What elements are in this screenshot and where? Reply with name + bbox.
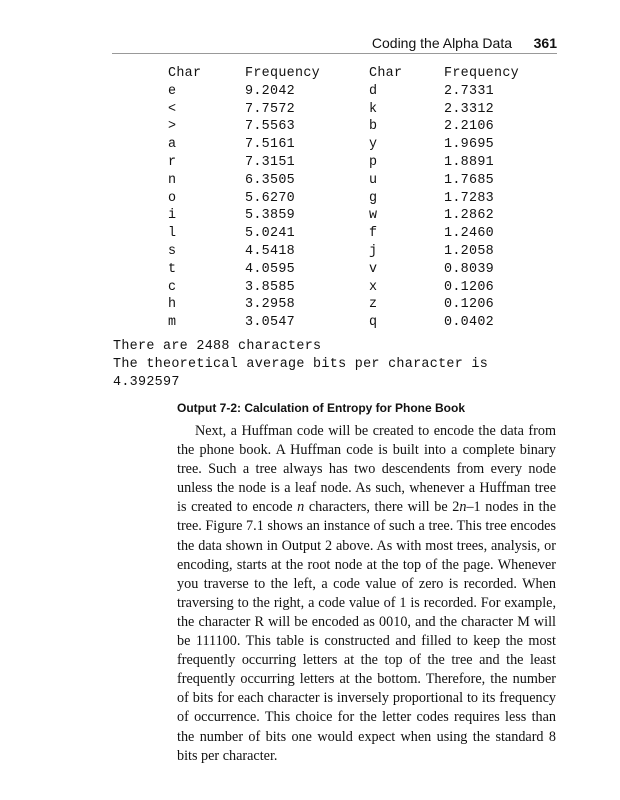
output-line: There are 2488 characters (113, 339, 322, 354)
char-cell: q (369, 315, 378, 331)
char-cell: u (369, 172, 378, 188)
running-header (112, 33, 557, 54)
char-cell: o (168, 190, 177, 206)
frequency-cell: 1.7685 (444, 172, 495, 188)
output-line: 4.392597 (113, 375, 180, 390)
char-cell: k (369, 101, 378, 117)
frequency-cell: 7.7572 (245, 101, 296, 117)
frequency-cell: 3.2958 (245, 297, 296, 313)
table-body (168, 83, 519, 332)
char-cell: p (369, 154, 378, 170)
frequency-cell: 1.2058 (444, 243, 495, 259)
char-cell: n (168, 172, 177, 188)
table-row (168, 261, 519, 279)
char-cell: r (168, 154, 177, 170)
char-cell: < (168, 101, 177, 117)
char-cell: f (369, 226, 378, 242)
char-cell: d (369, 83, 378, 99)
frequency-cell: 7.5563 (245, 119, 296, 135)
header-title: Coding the Alpha Data (371, 35, 512, 51)
frequency-cell: 3.0547 (245, 315, 296, 331)
frequency-cell: 1.2862 (444, 208, 495, 224)
frequency-cell: 1.7283 (444, 190, 495, 206)
frequency-cell: 1.9695 (444, 137, 495, 153)
table-row (168, 101, 519, 119)
frequency-cell: 0.0402 (444, 315, 495, 331)
table-row (168, 172, 519, 190)
column-header-frequency: Frequency (245, 66, 321, 81)
char-cell: h (168, 297, 177, 313)
frequency-table (168, 65, 519, 332)
frequency-cell: 9.2042 (245, 83, 296, 99)
column-header-frequency: Frequency (444, 66, 520, 81)
char-cell: w (369, 208, 378, 224)
char-cell: t (168, 261, 177, 277)
table-row (168, 314, 519, 332)
math-variable-n: n (459, 499, 467, 516)
output-caption: Output 7-2: Calculation of Entropy for Phone Book (177, 401, 465, 415)
table-row (168, 154, 519, 172)
table-row (168, 279, 519, 297)
table-row (168, 243, 519, 261)
frequency-cell: 1.8891 (444, 154, 495, 170)
char-cell: i (168, 208, 177, 224)
char-cell: l (168, 226, 177, 242)
char-cell: x (369, 279, 378, 295)
math-variable-n: n (297, 499, 305, 516)
table-row (168, 190, 519, 208)
frequency-cell: 4.5418 (245, 243, 296, 259)
char-cell: j (369, 243, 378, 259)
body-paragraph (177, 422, 556, 766)
frequency-cell: 3.8585 (245, 279, 296, 295)
page-number: 361 (533, 35, 557, 51)
frequency-cell: 2.2106 (444, 119, 495, 135)
frequency-cell: 7.3151 (245, 154, 296, 170)
frequency-cell: 0.1206 (444, 279, 495, 295)
char-cell: > (168, 119, 177, 135)
frequency-cell: 2.7331 (444, 83, 495, 99)
frequency-cell: 0.1206 (444, 297, 495, 313)
frequency-cell: 1.2460 (444, 226, 495, 242)
char-cell: b (369, 119, 378, 135)
frequency-cell: 7.5161 (245, 137, 296, 153)
char-cell: e (168, 83, 177, 99)
frequency-cell: 2.3312 (444, 101, 495, 117)
table-row (168, 207, 519, 225)
char-cell: a (168, 137, 177, 153)
output-line: The theoretical average bits per character is (113, 357, 489, 372)
char-cell: y (369, 137, 378, 153)
paragraph-text: –1 nodes in the tree. Figure 7.1 shows an instance of such a tree. This tree encodes the data shown in Output 2 above. As with most trees, analysis, or encoding, starts at the root node at the top of the page. Whenever you traverse to the left, a code value of zero is recorded. When traversing to the right, a code value of 1 is recorded. For example, the character R will be encoded as 0010, and the character M will be 111100. This table is constructed and filled to keep the most frequently occurring letters at the top of the tree and the least frequently occurring letters at the bottom. Therefore, the number of bits for each character is inversely proportional to its frequency of occurrence. This choice for the letter codes requires less than the number of bits one would expect when using the standard 8 bits per character. (177, 499, 557, 764)
table-row (168, 136, 519, 154)
table-header-row (168, 65, 519, 83)
frequency-cell: 6.3505 (245, 172, 296, 188)
program-output (113, 338, 488, 392)
frequency-cell: 5.0241 (245, 226, 296, 242)
char-cell: s (168, 243, 177, 259)
char-cell: v (369, 261, 378, 277)
column-header-char: Char (168, 66, 202, 81)
column-header-char: Char (369, 66, 403, 81)
table-row (168, 83, 519, 101)
char-cell: m (168, 315, 177, 331)
char-cell: g (369, 190, 378, 206)
table-row (168, 118, 519, 136)
paragraph-text: characters, there will be 2 (304, 499, 460, 516)
char-cell: c (168, 279, 177, 295)
frequency-cell: 4.0595 (245, 261, 296, 277)
frequency-cell: 5.3859 (245, 208, 296, 224)
paragraph-text: Next, a Huffman code will be created to encode the data from the phone book. A Huffman code is built into a complete binary tree. Such a tree always has two descendents from every node unless the node is a leaf node. As such, whenever a Huffman tree is created to encode (177, 423, 556, 516)
frequency-cell: 0.8039 (444, 261, 495, 277)
table-row (168, 296, 519, 314)
frequency-cell: 5.6270 (245, 190, 296, 206)
table-row (168, 225, 519, 243)
char-cell: z (369, 297, 378, 313)
